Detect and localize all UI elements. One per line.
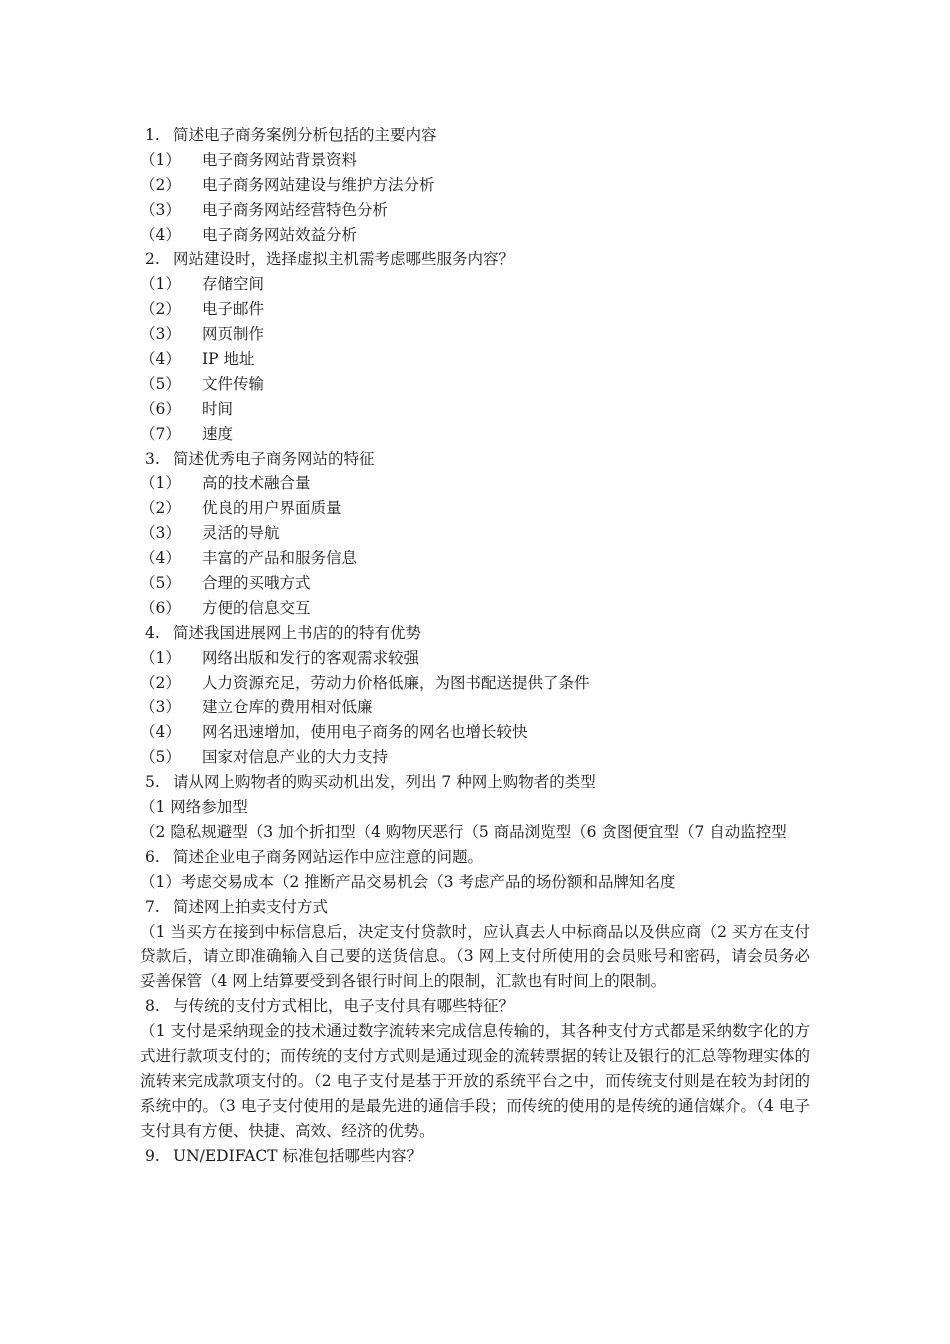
item-number: （5） — [140, 374, 181, 393]
item-number: （4） — [140, 225, 181, 244]
list-item — [140, 471, 810, 496]
item-text: 合理的买哦方式 — [202, 574, 311, 593]
list-item — [140, 646, 810, 671]
item-number: （3） — [140, 200, 181, 219]
item-text: 时间 — [202, 399, 234, 418]
item-number: （3） — [140, 524, 181, 543]
item-number: （4） — [140, 723, 181, 742]
list-item — [140, 695, 810, 720]
list-item — [140, 745, 810, 770]
item-number: （5） — [140, 748, 181, 767]
list-item — [140, 596, 810, 621]
list-item — [140, 198, 810, 223]
list-item — [140, 671, 810, 696]
item-text: 网络出版和发行的客观需求较强 — [202, 648, 420, 667]
item-number: （4） — [140, 350, 181, 369]
item-text: 优良的用户界面质量 — [202, 499, 342, 518]
item-number: （1） — [140, 648, 181, 667]
answer-paragraph: （2 隐私规避型（3 加个折扣型（4 购物厌恶行（5 商品浏览型（6 贪图便宜型（7 自动监控型 — [140, 822, 787, 841]
question-4 — [145, 621, 810, 646]
item-number: （3） — [140, 698, 181, 717]
question-2 — [145, 247, 810, 272]
item-text: 网页制作 — [202, 325, 265, 344]
answer-paragraph: （1 当买方在接到中标信息后，决定支付贷款时，应认真去人中标商品以及供应商（2 买方在支付贷款后，请立即准确输入自己要的送货信息。（3 网上支付所使用的会员账号和密码，请会员务必妥善保管（4 网上结算要受到各银行时间上的限制，汇款也有时间上的限制。 — [140, 922, 810, 991]
item-number: （1） — [140, 150, 181, 169]
list-item — [140, 297, 810, 322]
question-6 — [145, 845, 810, 870]
question-number: 5. — [145, 773, 160, 792]
item-text: 高的技术融合量 — [202, 474, 311, 493]
item-text: 电子商务网站背景资料 — [202, 150, 358, 169]
item-text: IP 地址 — [202, 350, 255, 369]
question-text: 简述我国进展网上书店的的特有优势 — [173, 623, 422, 642]
question-text: 请从网上购物者的购买动机出发，列出 7 种网上购物者的类型 — [173, 773, 596, 792]
item-text: 速度 — [202, 424, 234, 443]
item-text: 国家对信息产业的大力支持 — [202, 748, 389, 767]
question-text: 与传统的支付方式相比，电子支付具有哪些特征？ — [173, 997, 515, 1016]
item-text: 电子商务网站效益分析 — [202, 225, 358, 244]
item-text: 存储空间 — [202, 275, 265, 294]
question-text: 简述优秀电子商务网站的特征 — [173, 449, 375, 468]
list-item — [140, 148, 810, 173]
question-text: 简述电子商务案例分析包括的主要内容 — [173, 126, 437, 144]
item-number: （3） — [140, 325, 181, 344]
list-item — [140, 173, 810, 198]
question-number: 1. — [145, 126, 160, 144]
item-text: 丰富的产品和服务信息 — [202, 549, 358, 568]
list-item — [140, 397, 810, 422]
item-number: （2） — [140, 300, 181, 319]
question-9 — [145, 1144, 810, 1169]
item-text: 灵活的导航 — [202, 524, 280, 543]
list-item — [140, 422, 810, 447]
question-5 — [145, 770, 810, 795]
item-number: （4） — [140, 549, 181, 568]
answer-paragraph: （1 支付是采纳现金的技术通过数字流转来完成信息传输的，其各种支付方式都是采纳数字化的方式进行款项支付的；而传统的支付方式则是通过现金的流转票据的转让及银行的汇总等物理实体的流转来完成款项支付的。（2 电子支付是基于开放的系统平台之中，而传统支付则是在较为封闭的系统中的。（3 电子支付使用的是最先进的通信手段；而传统的使用的是传统的通信媒介。（4 电子支付具有方便、快捷、高效、经济的优势。 — [140, 1022, 810, 1140]
list-item — [140, 546, 810, 571]
question-8 — [145, 994, 810, 1019]
list-item — [140, 372, 810, 397]
item-text: 电子邮件 — [202, 300, 265, 319]
list-item — [140, 322, 810, 347]
item-number: （7） — [140, 424, 181, 443]
question-number: 2. — [145, 250, 160, 269]
item-text: 建立仓库的费用相对低廉 — [202, 698, 373, 717]
question-number: 8. — [145, 997, 160, 1016]
item-text: 方便的信息交互 — [202, 598, 311, 617]
question-number: 7. — [145, 897, 160, 916]
question-text: 网站建设时，选择虚拟主机需考虑哪些服务内容？ — [173, 250, 515, 269]
answer-line: （1 网络参加型 — [140, 798, 248, 817]
item-number: （1） — [140, 275, 181, 294]
item-text: 电子商务网站经营特色分析 — [202, 200, 389, 219]
document-body — [140, 123, 810, 1169]
list-item — [140, 272, 810, 297]
item-number: （6） — [140, 399, 181, 418]
list-item — [140, 347, 810, 372]
question-text: 简述网上拍卖支付方式 — [173, 897, 329, 916]
item-number: （2） — [140, 673, 181, 692]
item-number: （6） — [140, 598, 181, 617]
question-7 — [145, 895, 810, 920]
item-text: 网名迅速增加，使用电子商务的网名也增长较快 — [202, 723, 528, 742]
question-text: UN/EDIFACT 标准包括哪些内容？ — [173, 1146, 422, 1165]
list-item — [140, 223, 810, 248]
question-3 — [145, 447, 810, 472]
list-item — [140, 720, 810, 745]
list-item — [140, 496, 810, 521]
question-number: 4. — [145, 623, 160, 642]
question-number: 9. — [145, 1146, 160, 1165]
question-number: 3. — [145, 449, 160, 468]
answer-paragraph: （1）考虑交易成本（2 推断产品交易机会（3 考虑产品的场份额和品牌知名度 — [140, 872, 676, 891]
question-1 — [145, 123, 810, 148]
item-text: 人力资源充足，劳动力价格低廉，为图书配送提供了条件 — [202, 673, 590, 692]
item-number: （2） — [140, 175, 181, 194]
item-number: （5） — [140, 574, 181, 593]
item-number: （2） — [140, 499, 181, 518]
list-item — [140, 571, 810, 596]
question-text: 简述企业电子商务网站运作中应注意的问题。 — [173, 847, 484, 866]
list-item — [140, 521, 810, 546]
item-text: 电子商务网站建设与维护方法分析 — [202, 175, 435, 194]
item-number: （1） — [140, 474, 181, 493]
item-text: 文件传输 — [202, 374, 265, 393]
question-number: 6. — [145, 847, 160, 866]
